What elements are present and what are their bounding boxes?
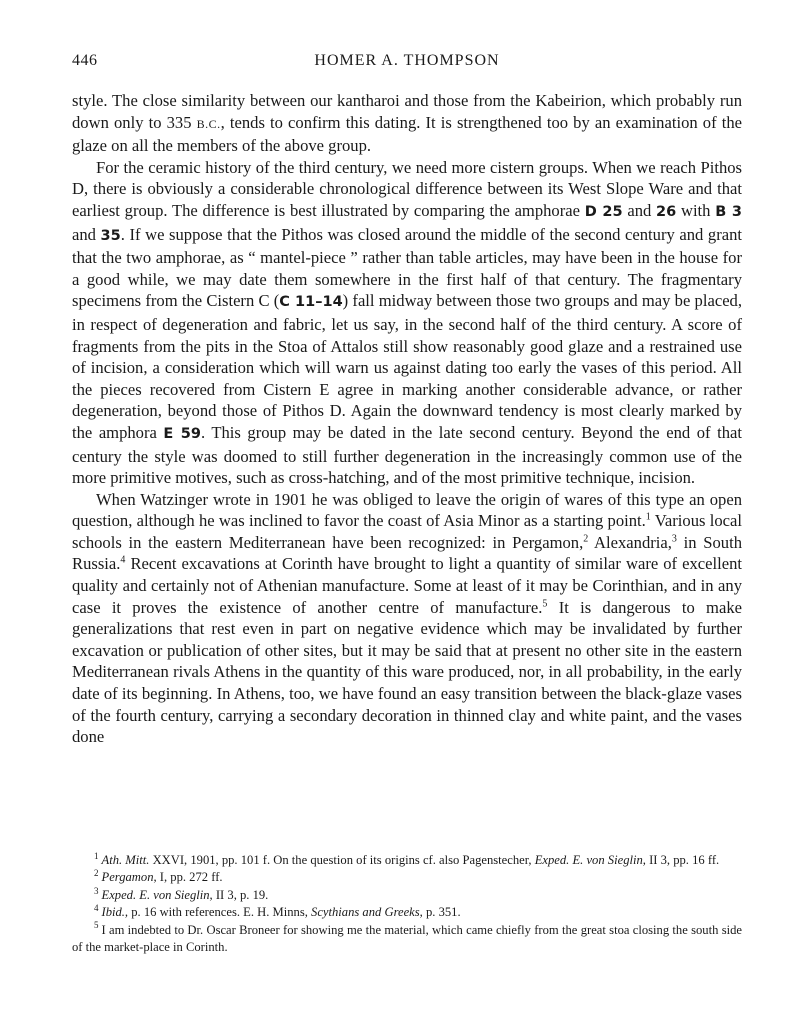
footnote-ref[interactable]: 2 bbox=[583, 533, 589, 545]
paragraph-2: For the ceramic history of the third century, we need more cistern groups. When we reach Pithos D, there is obviously a considerable chronological difference between its West Slope Ware and that earliest group. The difference is best illustrated by comparing the amphorae D 25 and 26 with B 3 and 35. If we suppose that the Pithos was closed around the middle of the second century and grant that the two amphorae, as “ mantel-piece ” rather than table articles, may have been in the house for a good while, we may date them somewhere in the first half of that century. The fragmentary specimens from the Cistern C (C 11–14) fall midway between those two groups and may be placed, in respect of degeneration and fabric, let us say, in the second half of the third century. A score of fragments from the pits in the Stoa of Attalos still show reasonably good glaze and a restrained use of incision, a consideration which will warn us against dating too early the vases of this period. All the pieces recovered from Cistern E agree in marking another considerable advance, or rather degeneration, beyond those of Pithos D. Again the downward tendency is most clearly marked by the amphora E 59. This group may be dated in the late second century. Beyond the end of that century the style was doomed to still further degeneration in the increasingly common use of the more primitive motives, such as cross-hatching, and of the most primitive technique, incision. bbox=[72, 157, 743, 488]
footnote-number: 4 bbox=[94, 903, 99, 914]
footnote-ref[interactable]: 4 bbox=[120, 554, 126, 566]
footnote-2: $^2$ Pergamon, I, pp. 272 ff. bbox=[94, 868, 223, 885]
catalogue-ref: 35 bbox=[100, 227, 121, 244]
catalogue-ref: E 59 bbox=[163, 425, 201, 442]
footnote-1: $^1$ Ath. Mitt. XXVI, 1901, pp. 101 f. On the question of its origins cf. also Pagenstecher, Exped. E. von Sieglin, II 3, pp. 16 ff. bbox=[94, 850, 720, 867]
catalogue-ref: B 3 bbox=[715, 203, 742, 220]
footnote-3: $^3$ Exped. E. von Sieglin, II 3, p. 19. bbox=[94, 885, 269, 902]
footnote-number: 5 bbox=[94, 920, 99, 931]
page bbox=[72, 52, 742, 748]
running-head: HOMER A. THOMPSON bbox=[314, 52, 500, 69]
footnote-ref[interactable]: 1 bbox=[645, 511, 651, 523]
footnotes bbox=[72, 852, 742, 956]
catalogue-ref: D 25 bbox=[584, 203, 623, 220]
catalogue-ref: C 11–14 bbox=[279, 294, 343, 311]
footnote-number: 2 bbox=[94, 868, 99, 879]
footnote-5: $^5$ I am indebted to Dr. Oscar Broneer for showing me the material, which came chiefly from the great stoa closing the south side of the market-place in Corinth. bbox=[72, 920, 742, 955]
page-number: 446 bbox=[72, 52, 98, 69]
paragraph-3: When Watzinger wrote in 1901 he was obliged to leave the origin of wares of this type an open question, although he was inclined to favor the coast of Asia Minor as a starting point.$^1$ Various local schools in the eastern Mediterranean have been recognized: in Pergamon,$^2$ Alexandria,$^3$ in South Russia.$^4$ Recent excavations at Corinth have brought to light a quantity of similar ware of excellent quality and certainly not of Athenian manufacture. Some at least of it may be Corinthian, and in any case it proves the existence of another centre of manufacture.$^5$ It is dangerous to make generalizations that rest even in part on negative evidence which may be invalidated by further excavation or publication of other sites, but it may be said that at present no other site in the eastern Mediterranean rivals Athens in the quantity of this ware produced, nor, in all probability, in the early date of its beginning. In Athens, too, we have found an easy transition between the black-glaze vases of the fourth century, carrying a secondary decoration in thinned clay and white paint, and the vases done bbox=[72, 489, 742, 747]
footnote-ref[interactable]: 3 bbox=[671, 533, 677, 545]
era-abbrev: B.C. bbox=[196, 116, 221, 131]
body-text bbox=[72, 90, 742, 748]
footnote-4: $^4$ Ibid., p. 16 with references. E. H. Minns, Scythians and Greeks, p. 351. bbox=[94, 903, 461, 920]
page-header bbox=[72, 52, 742, 76]
paragraph-1: style. The close similarity between our kantharoi and those from the Kabeirion, which probably run down only to 335 B.C., tends to confirm this dating. It is strengthened too by an examination of the glaze on all the members of the above group. bbox=[72, 91, 742, 156]
footnote-ref[interactable]: 5 bbox=[542, 598, 548, 610]
footnote-number: 3 bbox=[94, 885, 99, 896]
catalogue-ref: 26 bbox=[656, 203, 677, 220]
footnote-number: 1 bbox=[94, 850, 99, 861]
